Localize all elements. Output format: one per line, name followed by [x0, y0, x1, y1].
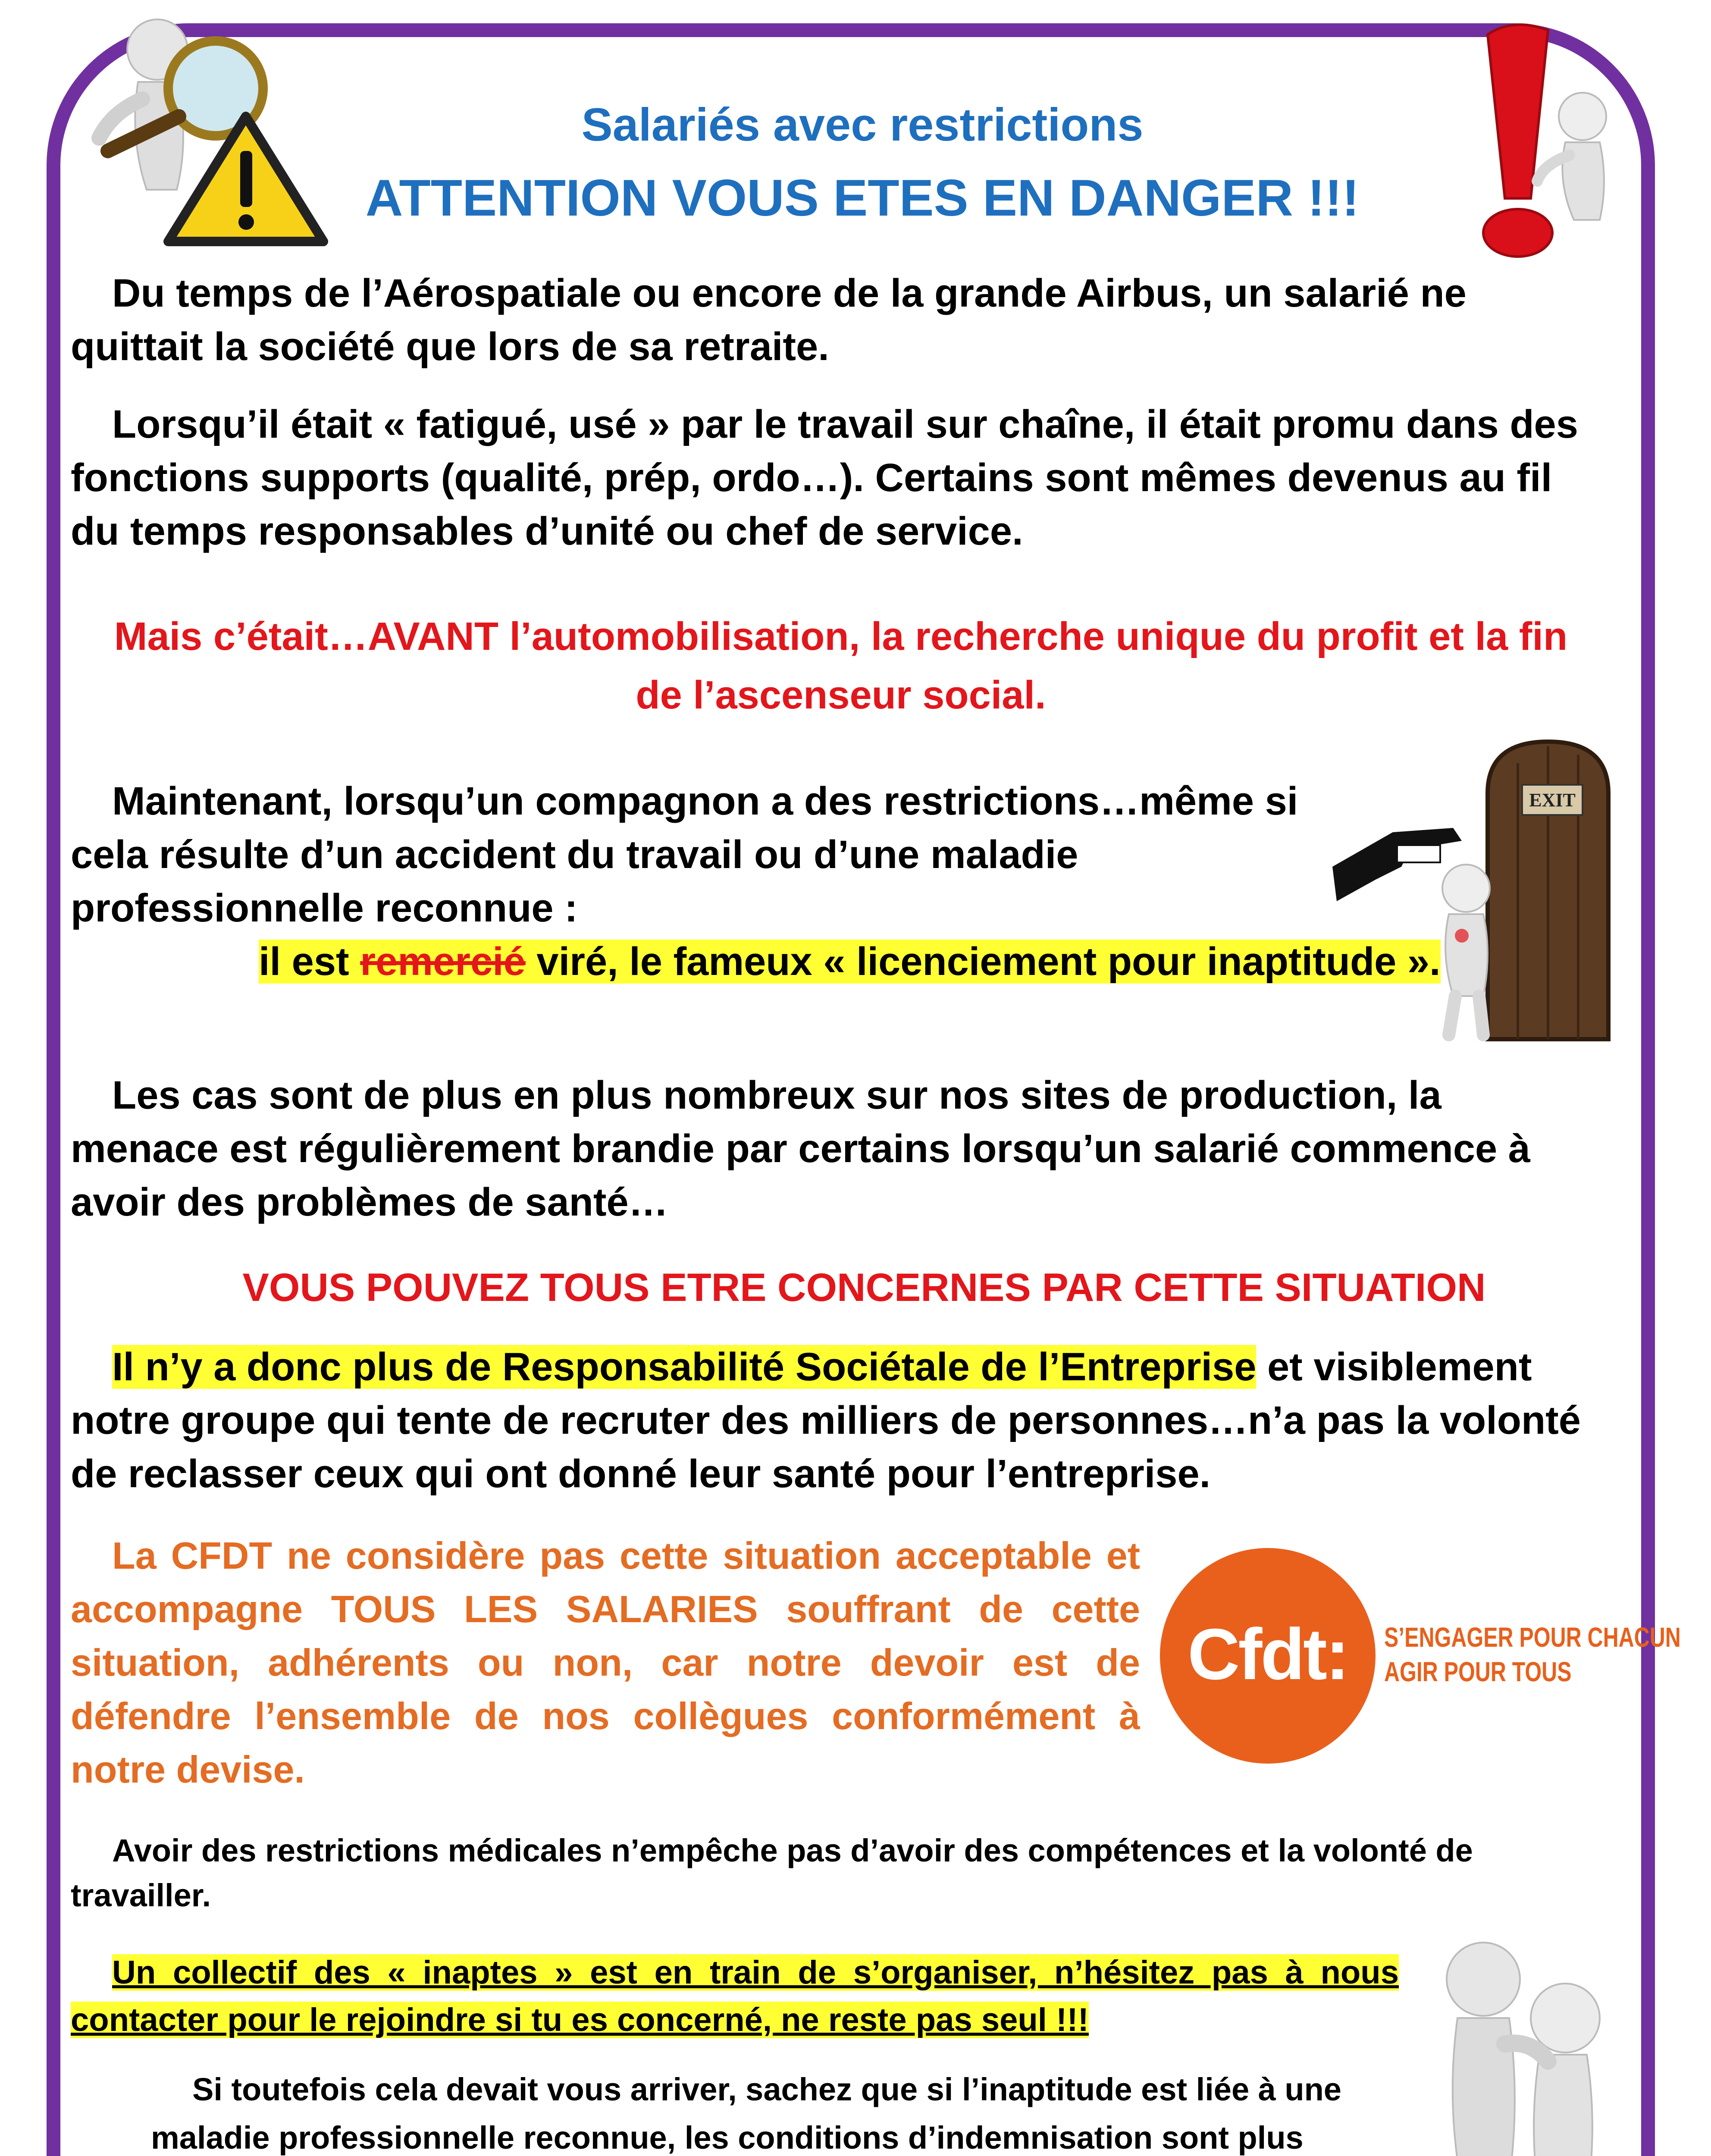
- paragraph-indemnity: [151, 2065, 1401, 2156]
- two-figures-illustration: [1419, 1932, 1626, 2156]
- title-line-2: ATTENTION VOUS ETES EN DANGER !!!: [365, 169, 1360, 227]
- paragraph-restrictions: Maintenant, lorsqu’un compagnon a des restrictions…même si cela résulte d’un accident du travail ou d’une maladie professionnelle reconnue :: [71, 779, 1298, 930]
- collective-text: Un collectif des « inaptes » est en train de s’organiser, n’hésitez pas à nous contacter pour le rejoindre si tu es concerné, ne reste pas seul !!!: [71, 1954, 1399, 2038]
- exit-sign-text: EXIT: [1529, 790, 1576, 811]
- paragraph-collective: [71, 1949, 1399, 2044]
- cfdt-tagline-2: AGIR POUR TOUS: [1384, 1656, 1572, 1687]
- highlighted-dismissal-line: [259, 935, 1441, 988]
- paragraph-cases: Les cas sont de plus en plus nombreux sur nos sites de production, la menace est régulièrement brandie par certains lorsqu’un salarié commence à avoir des problèmes de santé…: [71, 1073, 1530, 1224]
- paragraph-skills: Avoir des restrictions médicales n’empêche pas d’avoir des compétences et la volonté de travailler.: [71, 1833, 1473, 1913]
- paragraph-responsibility: [71, 1340, 1597, 1501]
- cfdt-tagline-1: S’ENGAGER POUR CHACUN: [1384, 1622, 1681, 1653]
- indemnity-before: Si toutefois cela devait vous arriver, sachez que si l’inaptitude est liée à une maladie professionnelle reconnue, les conditions d’indemnisation sont plus: [151, 2071, 1341, 2156]
- red-statement: Mais c’était…AVANT l’automobilisation, la recherche unique du profit et la fin de l’ascenseur social.: [114, 614, 1568, 717]
- red-banner: VOUS POUVEZ TOUS ETRE CONCERNES PAR CETTE SITUATION: [242, 1266, 1486, 1310]
- responsibility-highlight: Il n’y a donc plus de Responsabilité Sociétale de l’Entreprise: [112, 1345, 1257, 1389]
- paragraph-promotion: Lorsqu’il était « fatigué, usé » par le travail sur chaîne, il était promu dans des fonctions supports (qualité, prép, ordo…). Certains sont mêmes devenus au fil du temps responsables d’unité ou chef de service.: [71, 402, 1578, 553]
- paragraph-cfdt-position: La CFDT ne considère pas cette situation acceptable et accompagne TOUS LES SALARIES souffrant de cette situation, adhérents ou non, car notre devoir est de défendre l’ensemble de nos collègues conformément à notre devise.: [71, 1534, 1140, 1791]
- struck-word: remercié: [360, 940, 526, 984]
- cfdt-logo: [1160, 1548, 1681, 1772]
- dismissal-suffix: viré, le fameux « licenciement pour inaptitude ».: [525, 940, 1441, 984]
- title-line-1: Salariés avec restrictions: [581, 98, 1144, 150]
- dismissal-prefix: il est: [259, 940, 360, 984]
- exit-door-illustration: [1332, 737, 1651, 1048]
- paragraph-history: Du temps de l’Aérospatiale ou encore de la grande Airbus, un salarié ne quittait la société que lors de sa retraite.: [71, 271, 1467, 369]
- cfdt-logo-wordmark: Cfdt:: [1188, 1614, 1348, 1695]
- responsibility-rest: et visiblement notre groupe qui tente de recruter des milliers de personnes…n’a pas la volonté de reclasser ceux qui ont donné leur santé pour l’entreprise.: [71, 1345, 1581, 1496]
